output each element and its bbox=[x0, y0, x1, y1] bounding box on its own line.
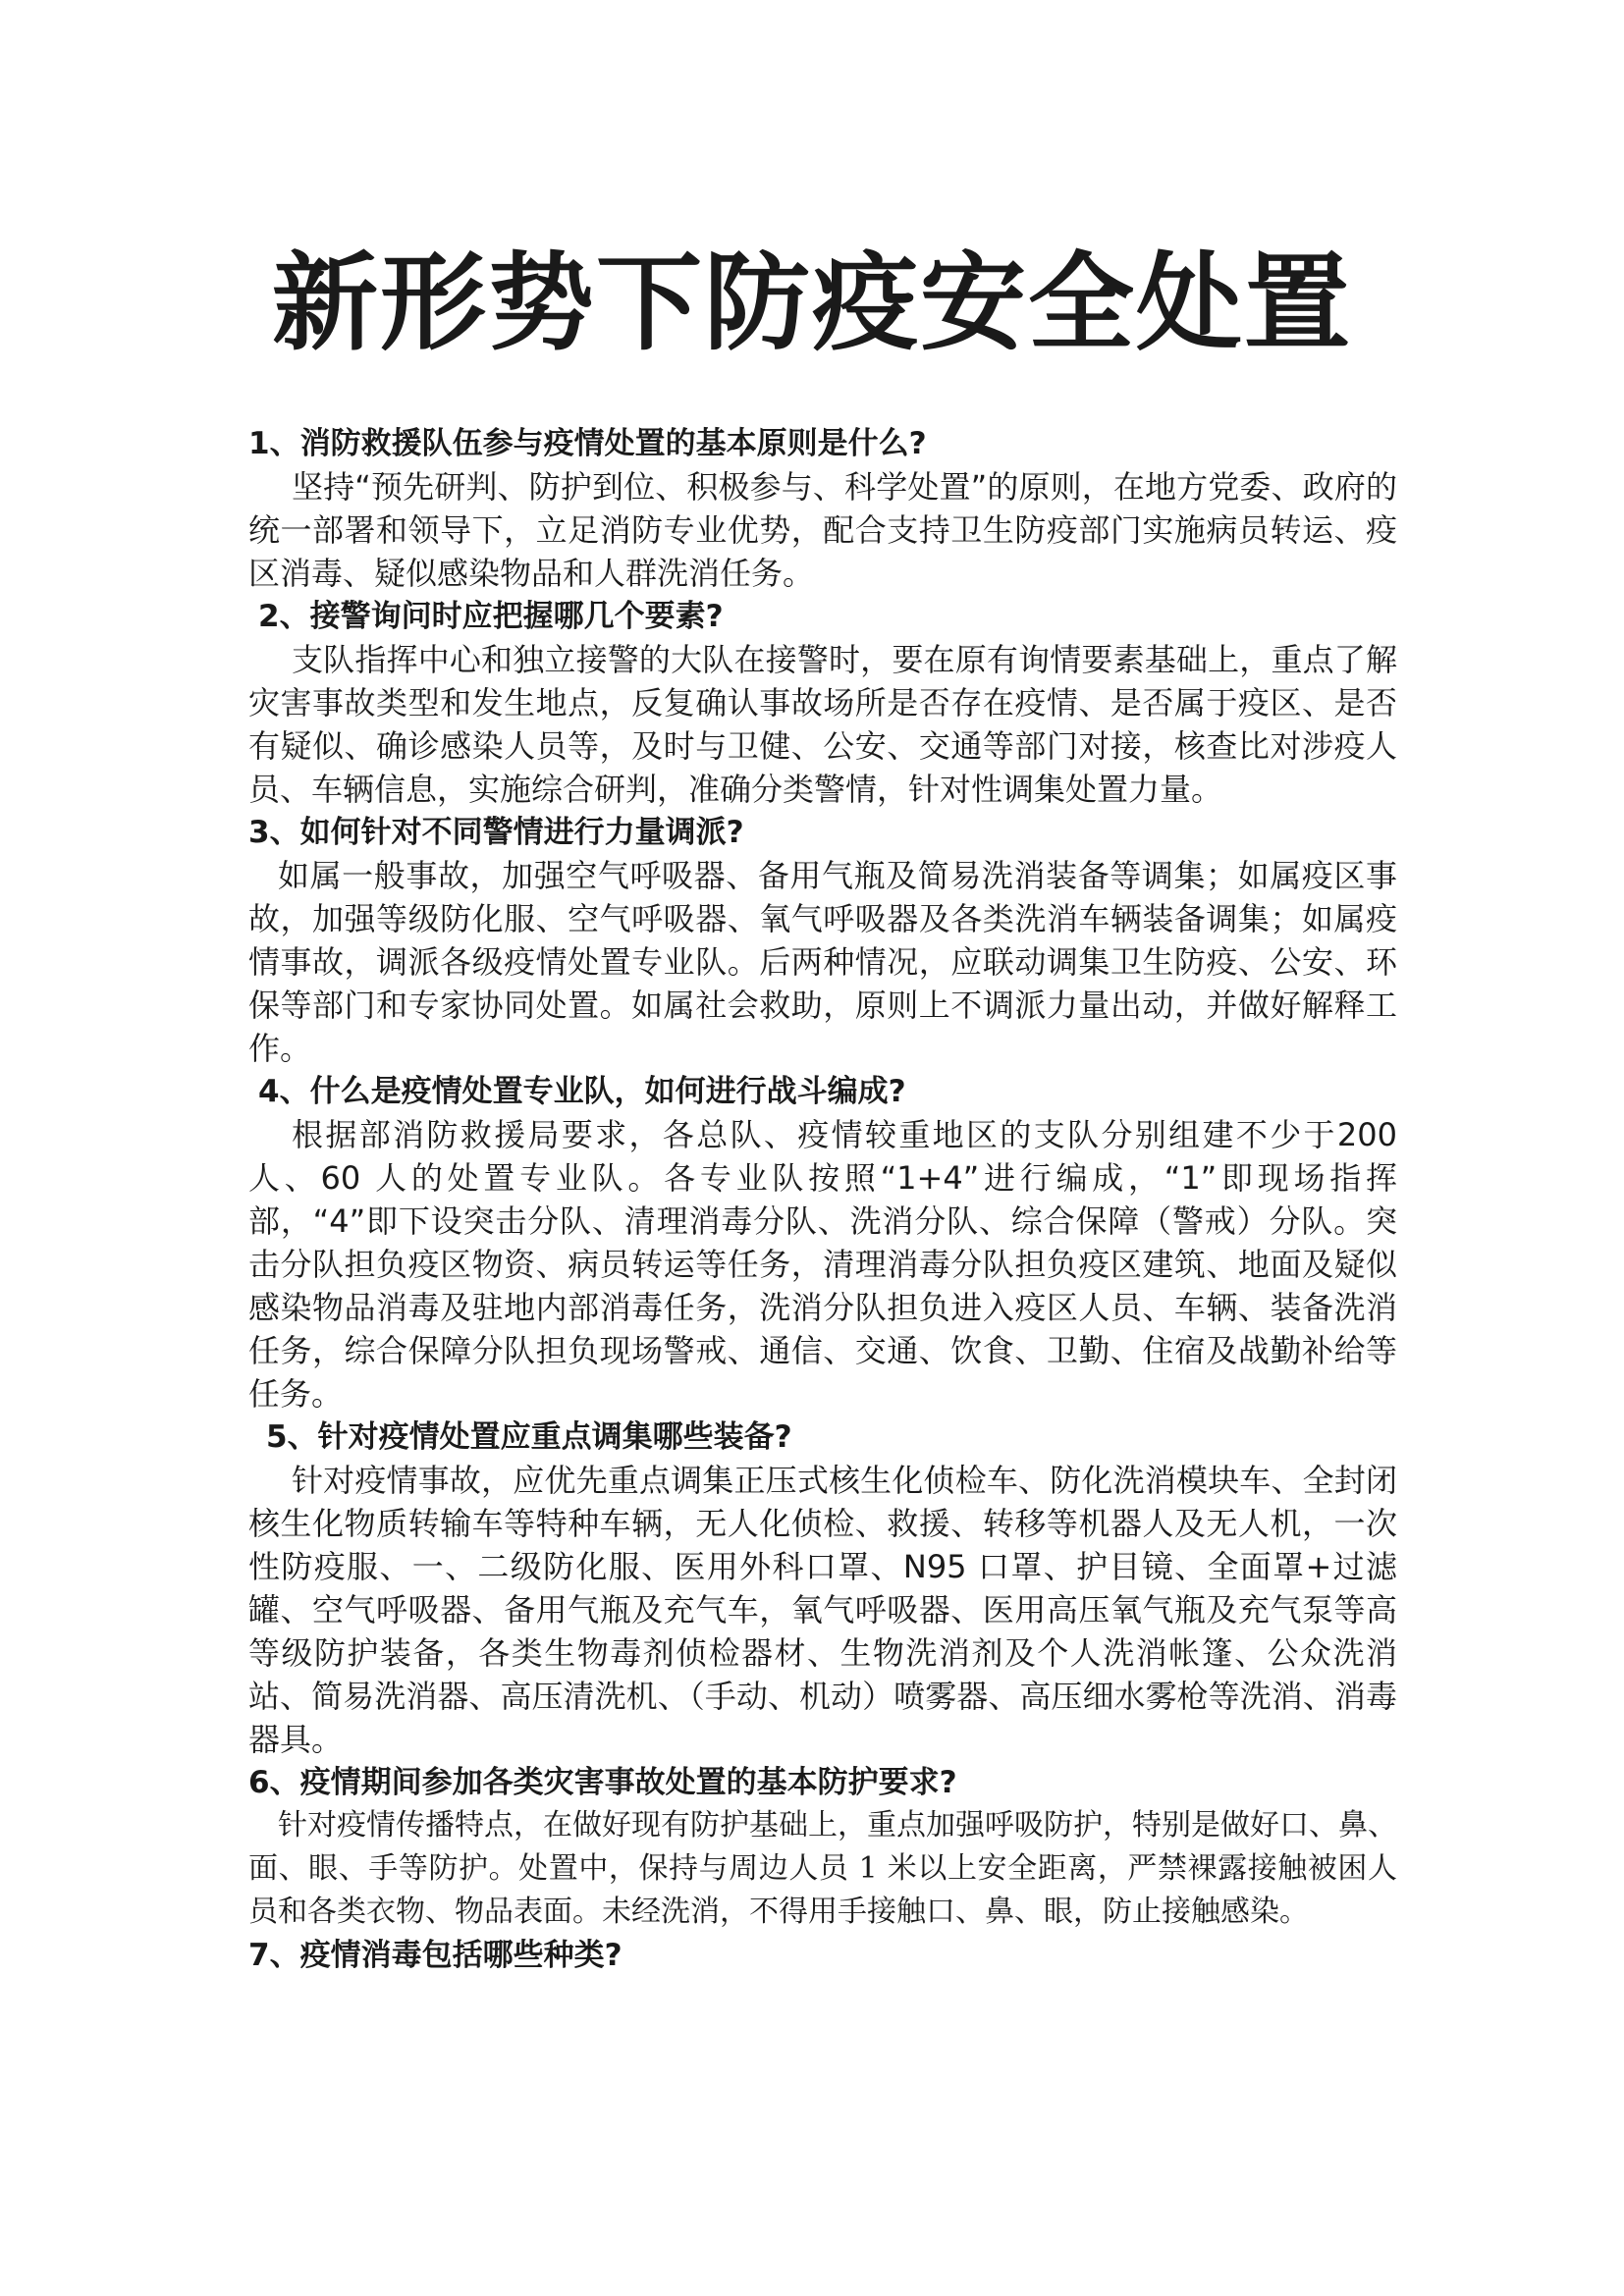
question-heading: 4、什么是疫情处置专业队，如何进行战斗编成? bbox=[258, 1074, 906, 1109]
answer-paragraph: 如属一般事故，加强空气呼吸器、备用气瓶及简易洗消装备等调集；如属疫区事故，加强等级防化服、空气呼吸器、氧气呼吸器及各类洗消车辆装备调集；如属疫情事故，调派各级疫情处置专业队。后两种情况，应联动调集卫生防疫、公安、环保等部门和专家协同处置。如属社会救助，原则上不调派力量出动，并做好解释工作。 bbox=[248, 857, 1397, 1067]
answer-paragraph: 针对疫情事故，应优先重点调集正压式核生化侦检车、防化洗消模块车、全封闭核生化物质转输车等特种车辆，无人化侦检、救援、转移等机器人及无人机，一次性防疫服、一、二级防化服、医用外科口罩、N95 口罩、护目镜、全面罩+过滤罐、空气呼吸器、备用气瓶及充气车，氧气呼吸器、医用高压氧气瓶及充气泵等高等级防护装备，各类生物毒剂侦检器材、生物洗消剂及个人洗消帐篷、公众洗消站、简易洗消器、高压清洗机、（手动、机动）喷雾器、高压细水雾枪等洗消、消毒器具。 bbox=[248, 1462, 1397, 1758]
question-heading: 2、接警询问时应把握哪几个要素? bbox=[258, 599, 724, 634]
question-heading: 6、疫情期间参加各类灾害事故处置的基本防护要求? bbox=[248, 1765, 957, 1800]
section-7 bbox=[248, 1934, 1397, 1977]
question-heading: 7、疫情消毒包括哪些种类? bbox=[248, 1938, 623, 1973]
answer-paragraph: 根据部消防救援局要求，各总队、疫情较重地区的支队分别组建不少于200 人、60 人的处置专业队。各专业队按照“1+4”进行编成，“1”即现场指挥部，“4”即下设突击分队、清理消毒分队、洗消分队、综合保障（警戒）分队。突击分队担负疫区物资、病员转运等任务，清理消毒分队担负疫区建筑、地面及疑似感染物品消毒及驻地内部消毒任务，洗消分队担负进入疫区人员、车辆、装备洗消任务，综合保障分队担负现场警戒、通信、交通、饮食、卫勤、住宿及战勤补给等任务。 bbox=[248, 1116, 1397, 1413]
section-3 bbox=[248, 811, 1397, 1070]
question-heading: 1、消防救援队伍参与疫情处置的基本原则是什么? bbox=[248, 426, 927, 461]
section-1 bbox=[248, 422, 1397, 595]
question-heading: 3、如何针对不同警情进行力量调派? bbox=[248, 815, 744, 850]
answer-paragraph: 针对疫情传播特点，在做好现有防护基础上，重点加强呼吸防护，特别是做好口、鼻、面、眼、手等防护。处置中，保持与周边人员 1 米以上安全距离，严禁裸露接触被困人员和各类衣物、物品表面。未经洗消，不得用手接触口、鼻、眼，防止接触感染。 bbox=[248, 1808, 1397, 1929]
section-2 bbox=[248, 595, 1397, 811]
question-heading: 5、针对疫情处置应重点调集哪些装备? bbox=[266, 1419, 792, 1455]
document-body bbox=[248, 422, 1397, 1977]
answer-paragraph: 坚持“预先研判、防护到位、积极参与、科学处置”的原则，在地方党委、政府的统一部署和领导下，立足消防专业优势，配合支持卫生防疫部门实施病员转运、疫区消毒、疑似感染物品和人群洗消任务。 bbox=[248, 468, 1397, 592]
answer-paragraph: 支队指挥中心和独立接警的大队在接警时，要在原有询情要素基础上，重点了解灾害事故类型和发生地点，反复确认事故场所是否存在疫情、是否属于疫区、是否有疑似、确诊感染人员等，及时与卫健、公安、交通等部门对接，核查比对涉疫人员、车辆信息，实施综合研判，准确分类警情，针对性调集处置力量。 bbox=[248, 641, 1397, 808]
section-5 bbox=[248, 1415, 1397, 1761]
section-4 bbox=[248, 1070, 1397, 1415]
section-6 bbox=[248, 1761, 1397, 1934]
document-title: 新形势下防疫安全处置 bbox=[271, 242, 1352, 365]
